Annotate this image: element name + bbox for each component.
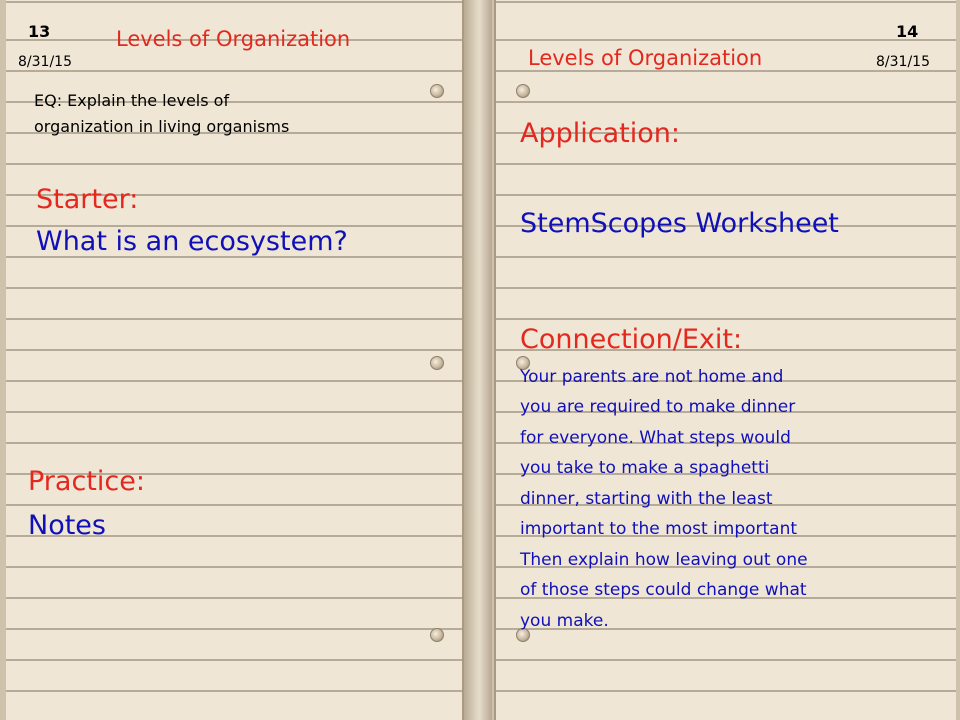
practice-heading: Practice: bbox=[28, 466, 145, 497]
application-body: StemScopes Worksheet bbox=[520, 208, 839, 239]
connection-line: of those steps could change what bbox=[520, 580, 807, 600]
left-notebook-page bbox=[6, 0, 464, 720]
page-number: 14 bbox=[896, 22, 919, 41]
starter-heading: Starter: bbox=[36, 184, 139, 215]
binder-hole-icon bbox=[516, 84, 530, 98]
binder-hole-icon bbox=[430, 628, 444, 642]
page-title: Levels of Organization bbox=[116, 27, 351, 51]
page-number: 13 bbox=[28, 22, 51, 41]
binder-hole-icon bbox=[430, 356, 444, 370]
connection-line: Your parents are not home and bbox=[520, 367, 784, 387]
page-date: 8/31/15 bbox=[876, 54, 930, 70]
essential-question-line-1: EQ: Explain the levels of bbox=[34, 91, 230, 110]
connection-heading: Connection/Exit: bbox=[520, 324, 743, 355]
connection-line: for everyone. What steps would bbox=[520, 428, 791, 448]
connection-line: you make. bbox=[520, 611, 609, 631]
page-title: Levels of Organization bbox=[528, 46, 763, 70]
connection-line: important to the most important bbox=[520, 519, 798, 539]
application-heading: Application: bbox=[520, 118, 680, 149]
connection-line: you take to make a spaghetti bbox=[520, 458, 770, 478]
connection-line: Then explain how leaving out one bbox=[520, 550, 808, 570]
practice-body: Notes bbox=[28, 510, 106, 541]
binder-hole-icon bbox=[430, 84, 444, 98]
right-notebook-page bbox=[494, 0, 956, 720]
connection-line: you are required to make dinner bbox=[520, 397, 796, 417]
connection-line: dinner, starting with the least bbox=[520, 489, 773, 509]
notebook-spine bbox=[464, 0, 492, 720]
page-date: 8/31/15 bbox=[18, 54, 72, 70]
essential-question-line-2: organization in living organisms bbox=[34, 117, 290, 136]
starter-question: What is an ecosystem? bbox=[36, 226, 348, 257]
